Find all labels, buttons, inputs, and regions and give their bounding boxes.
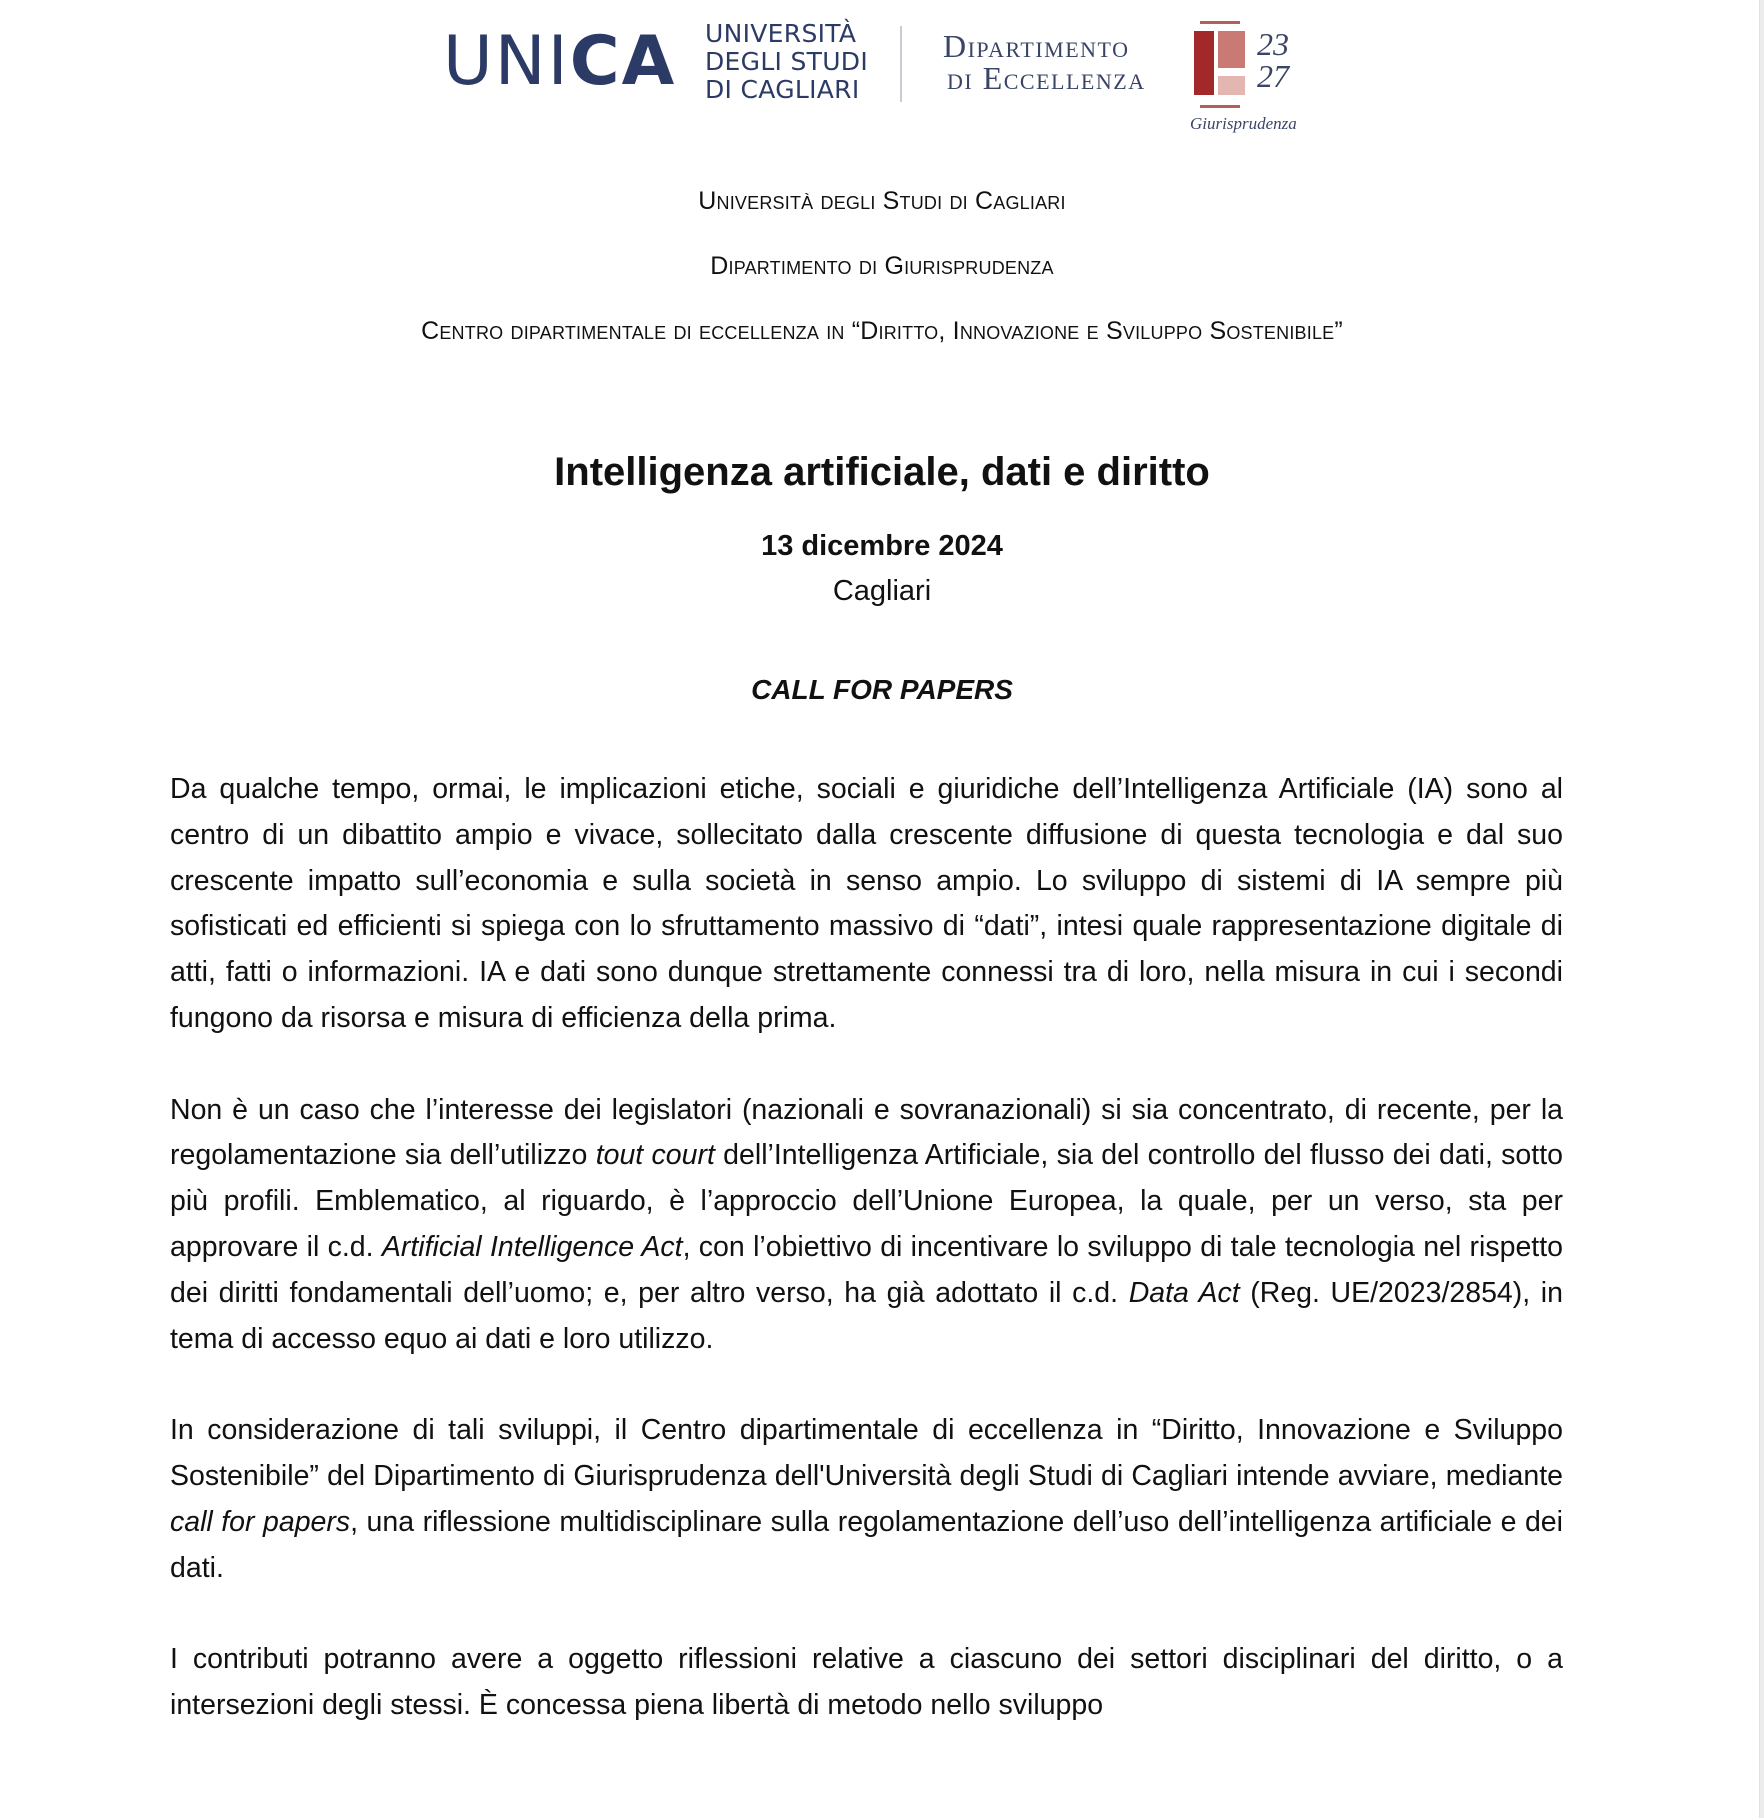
paragraph-4: I contributi potranno avere a oggetto riflessioni relative a ciascuno dei settori disciplinari del diritto, o a intersezioni degli stessi. È concessa piena libertà di metodo nello sviluppo [170,1643,1563,1721]
paragraph-3: In considerazione di tali sviluppi, il Centro dipartimentale di eccellenza in “Diritto, Innovazione e Sviluppo Sostenibile” del Dipartimento di Giurisprudenza dell'Università degli Studi di Cagliari intende avviare, mediante call for papers, una riflessione multidisciplinare sulla regolamentazione dell’uso dell’intelligenza artificiale e dei dati. [170,1414,1563,1584]
call-for-papers-heading: CALL FOR PAPERS [751,674,1013,705]
paragraph-2: Non è un caso che l’interesse dei legislatori (nazionali e sovranazionali) si sia concentrato, di recente, per la regolamentazione sia dell’utilizzo tout court dell’Intelligenza Artificiale, sia del controllo del flusso dei dati, sotto più profili. Emblematico, al riguardo, è l’approccio dell’Unione Europea, la quale, per un verso, sta per approvare il c.d. Artificial Intelligence Act, con l’obiettivo di incentivare lo sviluppo di tale tecnologia nel rispetto dei diritti fondamentali dell’uomo; e, per altro verso, ha già adottato il c.d. Data Act (Reg. UE/2023/2854), in tema di accesso equo ai dati e loro utilizzo. [170,1093,1563,1355]
paragraph-1: Da qualche tempo, ormai, le implicazioni etiche, sociali e giuridiche dell’Intelligenza Artificiale (IA) sono al centro di un dibattito ampio e vivace, sollecitato dalla crescente diffusione di questa tecnologia e dal suo crescente impatto sull’economia e sulla società in senso ampio. Lo sviluppo di sistemi di IA sempre più sofisticati ed efficienti si spiega con lo sfruttamento massivo di “dati”, intesi quale rappresentazione digitale di atti, fatti o informazioni. IA e dati sono dunque strettamente connessi tra di loro, nella misura in cui i secondi fungono da risorsa e misura di efficienza della prima. [170,773,1563,1034]
logo-bar [0,0,1764,150]
unica-logo: UNICA [443,22,677,101]
years-label: 23 27 [1257,26,1289,94]
center-heading: Centro dipartimentale di eccellenza in “Diritto, Innovazione e Sviluppo Sostenibile” [421,317,1343,345]
university-logo-text: UNIVERSITÀ DEGLI STUDI DI CAGLIARI [705,19,869,104]
department-heading: Dipartimento di Giurisprudenza [710,252,1054,280]
event-date: 13 dicembre 2024 [761,530,1003,562]
university-heading: Università degli Studi di Cagliari [698,187,1066,215]
document-body [170,767,1563,1775]
excellence-emblem-icon [1190,18,1246,114]
logo-separator [900,26,902,102]
event-city: Cagliari [832,575,932,607]
faculty-label: Giurisprudenza [1190,114,1297,133]
department-excellence-logo-text: Dipartimento di Eccellenza [943,28,1146,96]
event-title: Intelligenza artificiale, dati e diritto [554,450,1210,494]
